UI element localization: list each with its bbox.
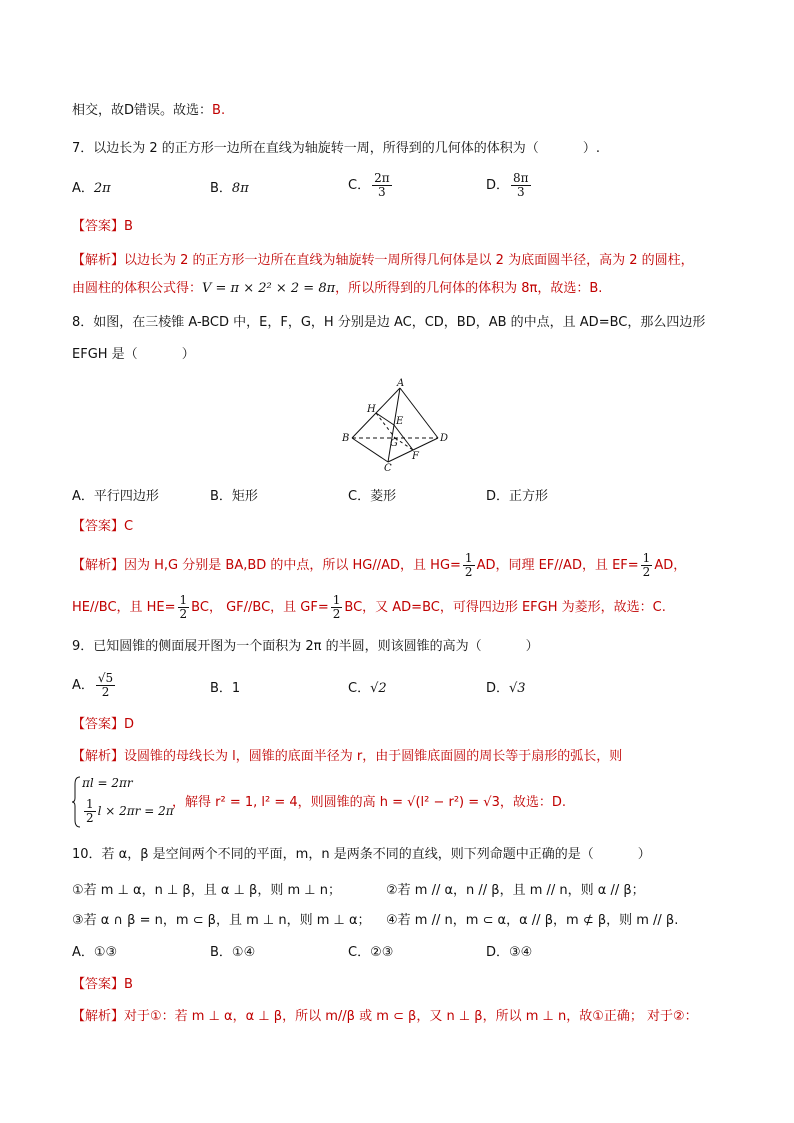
q10-proposition-2 — [386, 882, 645, 900]
analysis-text: 由圆柱的体积公式得： — [72, 281, 203, 296]
q7-analysis-line1 — [72, 252, 694, 270]
q8-analysis-line1 — [72, 552, 686, 579]
answer-value: B — [124, 219, 133, 234]
proposition-text: ③若 α ∩ β = n，m ⊂ β，且 m ⊥ n，则 m ⊥ α； — [72, 913, 371, 928]
answer-value: D — [124, 717, 135, 732]
q8-stem-text: EFGH 是（ — [72, 347, 138, 362]
triangular-pyramid-figure — [340, 378, 452, 472]
equation-system-line1 — [82, 774, 133, 792]
fraction-one-half — [84, 798, 96, 825]
option-label: D． — [486, 178, 510, 193]
q7-option-b — [210, 180, 249, 198]
option-value: 菱形 — [370, 489, 397, 504]
q10-answer — [72, 976, 133, 994]
vertex-label-a: A — [397, 378, 405, 389]
option-value: 8π — [231, 181, 249, 196]
vertex-label-d: D — [440, 433, 449, 444]
q7-stem-text: 7．以边长为 2 的正方形一边所在直线为轴旋转一周，所得到的几何体的体积为（ — [72, 141, 539, 156]
q7-option-d — [486, 172, 533, 199]
fraction-one-half — [641, 552, 653, 579]
q8-option-a — [72, 488, 159, 506]
answer-value: B — [124, 977, 133, 992]
fraction-numerator: 1 — [332, 593, 341, 607]
option-value: 2π — [93, 181, 111, 196]
option-value: ①④ — [231, 945, 256, 960]
proposition-text: ①若 m ⊥ α，n ⊥ β，且 α ⊥ β，则 m ⊥ n； — [72, 883, 341, 898]
fraction-denominator: 3 — [516, 185, 525, 199]
fraction-numerator: 1 — [464, 551, 473, 565]
option-label: A． — [72, 489, 94, 504]
intro-line — [72, 102, 225, 120]
q8-stem-end: ） — [181, 347, 195, 362]
vertex-label-c: C — [384, 463, 392, 472]
q9-stem — [72, 638, 539, 656]
option-label: D． — [486, 681, 510, 696]
intro-text: 相交，故 — [72, 103, 125, 118]
analysis-text: ，解得 r² = 1, l² = 4，则圆锥的高 h = √(l² − r²) = √3，故选： — [172, 795, 552, 810]
fraction-numerator: 8π — [513, 171, 529, 185]
option-fraction — [511, 172, 531, 199]
q10-proposition-1 — [72, 882, 341, 900]
q7-option-c — [348, 172, 394, 199]
option-value: ③④ — [509, 945, 533, 960]
q9-analysis-line1 — [72, 748, 622, 766]
q9-stem-text: 9．已知圆锥的侧面展开图为一个面积为 2π 的半圆，则该圆锥的高为（ — [72, 639, 482, 654]
option-value: 矩形 — [231, 489, 258, 504]
analysis-text: 以边长为 2 的正方形一边所在直线为轴旋转一周所得几何体是以 2 为底面圆半径，高为 2 的圆柱， — [124, 253, 694, 268]
q9-answer — [72, 716, 134, 734]
fraction-denominator: 3 — [378, 185, 386, 199]
option-label: D． — [486, 489, 510, 504]
option-label: C． — [348, 681, 371, 696]
equation-text: l × 2πr = 2π — [97, 804, 174, 818]
analysis-text: ，所以所得到的几何体的体积为 8π，故选： — [335, 281, 590, 296]
option-value: ①③ — [93, 945, 118, 960]
answer-value: C — [124, 519, 134, 534]
q7-stem — [72, 140, 600, 158]
segment-he — [376, 413, 394, 425]
fraction-denominator: 2 — [642, 565, 651, 579]
q10-stem — [72, 846, 651, 864]
analysis-answer: B. — [589, 281, 603, 296]
option-value: 1 — [231, 681, 241, 696]
analysis-tag: 【解析】 — [72, 558, 125, 573]
q10-stem-text: 10．若 α，β 是空间两个不同的平面，m，n 是两条不同的直线，则下列命题中正确的是（ — [72, 847, 594, 862]
point-label-f: F — [412, 451, 419, 462]
q7-stem-end: ）. — [582, 141, 600, 156]
fraction-numerator: √5 — [97, 671, 114, 685]
segment-hg-hidden — [376, 413, 395, 438]
equation-system-brace — [72, 776, 82, 828]
fraction-denominator: 2 — [464, 565, 473, 579]
option-label: A． — [72, 945, 94, 960]
point-label-g: G — [390, 438, 398, 449]
q9-analysis-line2 — [172, 794, 566, 812]
q9-option-b — [210, 680, 240, 698]
q10-analysis-line1 — [72, 1008, 698, 1026]
q10-option-c — [348, 944, 393, 962]
proposition-text: ④若 m // n，m ⊂ α，α // β，m ⊄ β，则 m // β. — [386, 913, 679, 928]
analysis-text: 因为 H,G 分别是 BA,BD 的中点，所以 HG//AD，且 HG= — [124, 558, 461, 573]
option-label: C． — [348, 945, 371, 960]
option-fraction — [96, 672, 115, 699]
analysis-text: BC，又 AD=BC，可得四边形 EFGH 为菱形，故选： — [344, 600, 653, 615]
fraction-numerator: 1 — [642, 551, 651, 565]
option-label: B． — [210, 945, 232, 960]
option-value: ②③ — [370, 945, 394, 960]
equation-text: πl = 2πr — [82, 776, 133, 790]
fraction-one-half — [178, 594, 190, 621]
vertex-label-b: B — [342, 433, 350, 444]
q10-proposition-4 — [386, 912, 678, 930]
fraction-one-half — [331, 594, 343, 621]
analysis-tag: 【解析】 — [72, 1009, 125, 1024]
q10-stem-end: ） — [637, 847, 651, 862]
option-label: D． — [486, 945, 510, 960]
q8-option-d — [486, 488, 548, 506]
q9-option-c — [348, 680, 387, 698]
q8-option-b — [210, 488, 258, 506]
fraction-denominator: 2 — [86, 811, 94, 825]
q10-option-a — [72, 944, 117, 962]
q8-option-c — [348, 488, 396, 506]
fraction-numerator: 1 — [179, 593, 188, 607]
option-value: 正方形 — [509, 489, 549, 504]
point-label-e: E — [396, 416, 404, 427]
option-value: √2 — [370, 681, 387, 696]
option-fraction — [372, 172, 392, 199]
intro-option-letter: D — [124, 103, 135, 118]
analysis-answer: C. — [652, 600, 666, 615]
answer-tag: 【答案】 — [72, 977, 125, 992]
q8-answer — [72, 518, 133, 536]
analysis-text: AD，同理 EF//AD，且 EF= — [476, 558, 639, 573]
option-label: B． — [210, 681, 232, 696]
option-value: 平行四边形 — [93, 489, 159, 504]
fraction-numerator: 1 — [86, 797, 94, 811]
analysis-text: 设圆锥的母线长为 l，圆锥的底面半径为 r，由于圆锥底面圆的周长等于扇形的弧长，则 — [124, 749, 623, 764]
analysis-text: AD， — [654, 558, 687, 573]
fraction-numerator: 2π — [374, 171, 390, 185]
option-label: C． — [348, 178, 371, 193]
option-label: C． — [348, 489, 371, 504]
option-label: A． — [72, 678, 94, 693]
answer-tag: 【答案】 — [72, 519, 125, 534]
analysis-text: HE//BC，且 HE= — [72, 600, 176, 615]
q7-answer — [72, 218, 133, 236]
analysis-text: BC， GF//BC，且 GF= — [191, 600, 329, 615]
intro-answer: B. — [212, 103, 226, 118]
fraction-denominator: 2 — [332, 607, 341, 621]
q9-option-d — [486, 680, 526, 698]
intro-text: 错误。故选： — [134, 103, 213, 118]
q10-proposition-3 — [72, 912, 371, 930]
answer-tag: 【答案】 — [72, 717, 125, 732]
q10-option-b — [210, 944, 255, 962]
volume-formula: V = π × 2² × 2 = 8π — [202, 281, 336, 296]
q8-stem-line1 — [72, 314, 705, 332]
answer-tag: 【答案】 — [72, 219, 125, 234]
option-value: √3 — [509, 681, 526, 696]
q8-stem-line2 — [72, 346, 195, 364]
edge-ad — [400, 388, 438, 438]
q8-stem-text: 8．如图，在三棱锥 A-BCD 中，E，F，G，H 分别是边 AC，CD，BD，AB 的中点，且 AD=BC，那么四边形 — [72, 315, 706, 330]
q9-option-a — [72, 672, 117, 699]
analysis-tag: 【解析】 — [72, 749, 125, 764]
analysis-answer: D. — [551, 795, 566, 810]
option-label: A． — [72, 181, 94, 196]
equation-system-line2 — [82, 798, 174, 825]
analysis-text: 对于①：若 m ⊥ α，α ⊥ β，所以 m//β 或 m ⊂ β，又 n ⊥ β，所以 m ⊥ n，故①正确； 对于②： — [124, 1009, 698, 1024]
fraction-denominator: 2 — [101, 685, 110, 699]
edge-bc — [352, 438, 388, 462]
q7-option-a — [72, 180, 111, 198]
q9-stem-end: ） — [525, 639, 539, 654]
proposition-text: ②若 m // α，n // β，且 m // n，则 α // β； — [386, 883, 645, 898]
option-label: B． — [210, 181, 232, 196]
q10-option-d — [486, 944, 532, 962]
analysis-tag: 【解析】 — [72, 253, 125, 268]
q8-analysis-line2 — [72, 594, 666, 621]
fraction-denominator: 2 — [179, 607, 188, 621]
fraction-one-half — [463, 552, 475, 579]
option-label: B． — [210, 489, 232, 504]
point-label-h: H — [367, 404, 376, 415]
q7-analysis-line2 — [72, 280, 602, 298]
